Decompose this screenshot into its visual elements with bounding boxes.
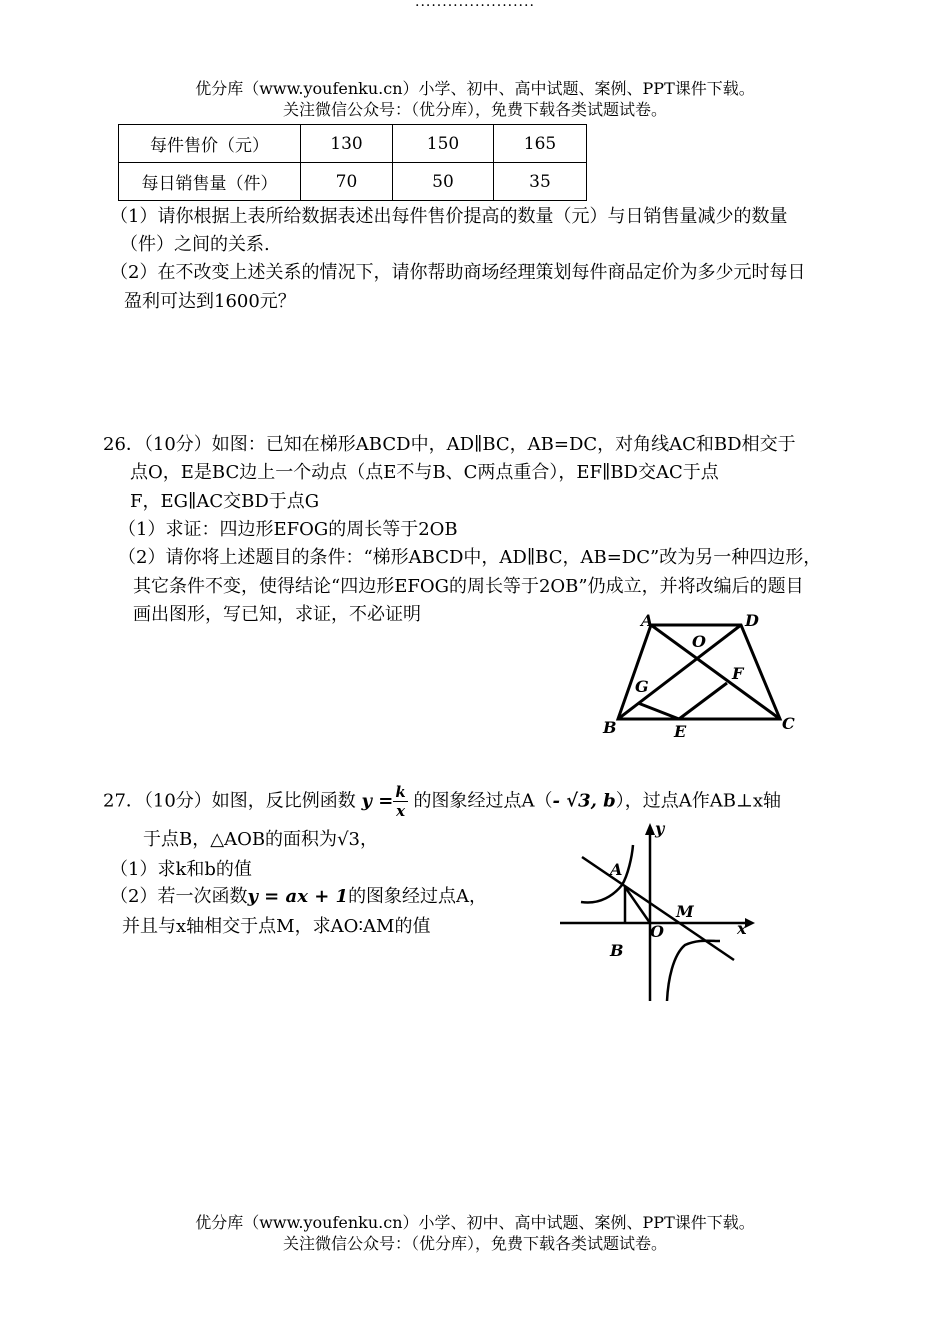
q26-part2-line3: 画出图形，写已知，求证，不必证明: [133, 604, 421, 625]
header-line-1: 优分库（www.youfenku.cn）小学、初中、高中试题、案例、PPT课件下载。: [195, 79, 755, 98]
label-o: O: [692, 632, 706, 651]
q26-part1: （1）求证：四边形EFOG的周长等于2OB: [118, 519, 458, 540]
q26-part2-line2: 其它条件不变，使得结论“四边形EFOG的周长等于2OB”仍成立，并将改编后的题目: [133, 576, 804, 597]
q27-stem-line2: [143, 826, 378, 854]
trapezoid-figure: [595, 605, 810, 745]
q25-part2-line1: （2）在不改变上述关系的情况下，请你帮助商场经理策划每件商品定价为多少元时每日: [110, 262, 806, 283]
table-cell: 每件售价（元）: [119, 125, 301, 163]
label-a: A: [641, 611, 654, 630]
label-d: D: [745, 611, 759, 630]
q27-text-c: ），过点A作AB⊥x轴: [615, 790, 782, 812]
footer-line-2: 关注微信公众号：（优分库），免费下载各类试题试卷。: [282, 1234, 667, 1253]
table-cell: 35: [494, 163, 587, 201]
table-cell: 150: [393, 125, 494, 163]
label-b: B: [610, 941, 624, 960]
q26-stem-line1: 26．（10分）如图：已知在梯形ABCD中，AD∥BC，AB=DC，对角线AC和BD相交于: [103, 434, 796, 455]
q27-part2-line1: [110, 883, 487, 911]
label-a: A: [610, 860, 623, 879]
table-cell: 165: [494, 125, 587, 163]
frac-denominator: x: [396, 802, 406, 820]
footer-line-1: 优分库（www.youfenku.cn）小学、初中、高中试题、案例、PPT课件下载。: [195, 1213, 755, 1232]
label-y: y: [655, 819, 665, 838]
label-m: M: [676, 902, 694, 921]
label-b: B: [603, 718, 617, 737]
label-c: C: [782, 714, 795, 733]
table-cell: 每日销售量（件）: [119, 163, 301, 201]
label-e: E: [674, 722, 687, 741]
hyperbola-branch-right: [667, 941, 720, 1001]
q27-part2-line2: 并且与x轴相交于点M，求AO∶AM的值: [122, 916, 431, 937]
label-g: G: [635, 677, 649, 696]
table-row: [119, 163, 587, 201]
q25-part1-line2: （件）之间的关系.: [120, 234, 270, 255]
q25-part2-line2: 盈利可达到1600元？: [124, 291, 296, 312]
table-cell: 50: [393, 163, 494, 201]
label-o: O: [650, 922, 664, 941]
price-sales-table: [118, 124, 587, 201]
q27-part2-text-a: （2）若一次函数: [110, 886, 248, 907]
table-cell: 130: [301, 125, 393, 163]
label-f: F: [732, 664, 744, 683]
q26-part2-line1: （2）请你将上述题目的条件：“梯形ABCD中，AD∥BC，AB=DC”改为另一种四边形，: [118, 547, 822, 568]
diagonal-bd: [618, 625, 741, 719]
label-x: x: [737, 919, 747, 938]
y-axis-arrow: [645, 823, 655, 835]
fraction-k-over-x: [393, 783, 407, 820]
q27-eq-y: y =: [361, 790, 394, 812]
q27-text-b: 的图象经过点A（: [413, 790, 553, 812]
segment-ef: [679, 683, 727, 719]
q25-part1-line1: （1）请你根据上表所给数据表述出每件售价提高的数量（元）与日销售量减少的数量: [110, 206, 788, 227]
q27-text-d: 于点B，△AOB的面积为: [143, 829, 338, 850]
linear-equation: y = ax + 1: [247, 886, 349, 907]
table-row: [119, 125, 587, 163]
q26-stem-line3: F，EG∥AC交BD于点G: [130, 491, 320, 512]
q26-stem-line2: 点O，E是BC边上一个动点（点E不与B、C两点重合），EF∥BD交AC于点: [130, 462, 719, 483]
q27-part1: （1）求k和b的值: [110, 859, 252, 880]
sqrt-three: √3: [337, 829, 360, 850]
q27-text-a: 27．（10分）如图，反比例函数: [103, 790, 356, 812]
frac-numerator: k: [395, 783, 406, 801]
q27-part2-text-b: 的图象经过点A，: [348, 886, 488, 907]
function-graph-figure: [560, 815, 760, 1010]
segment-eg: [638, 703, 679, 719]
q27-text-e: ，: [359, 829, 378, 850]
point-a-coords: - √3, b: [552, 790, 616, 812]
table-cell: 70: [301, 163, 393, 201]
header-line-2: 关注微信公众号：（优分库），免费下载各类试题试卷。: [282, 100, 667, 119]
top-dots: ......................: [415, 0, 535, 10]
linear-function-line: [582, 857, 734, 960]
segment-ao: [625, 887, 650, 923]
